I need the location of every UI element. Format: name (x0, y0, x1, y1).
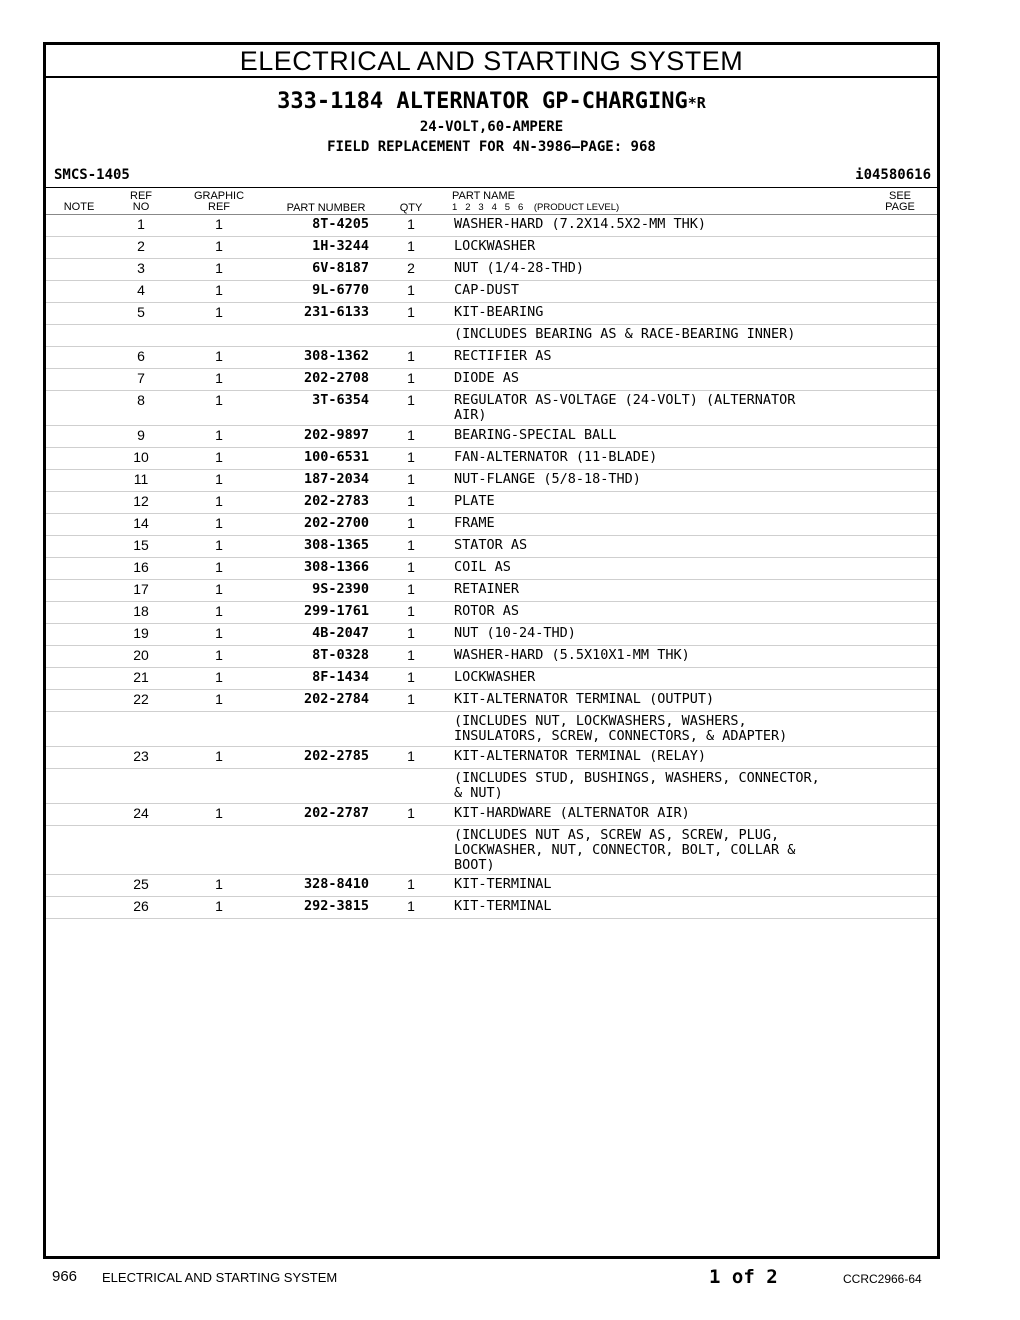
cell-qty: 1 (407, 625, 415, 641)
cell-qty: 1 (407, 748, 415, 764)
col-header-part-name (452, 191, 712, 213)
cell-ref-no: 4 (137, 282, 145, 298)
cell-ref-no: 25 (133, 876, 149, 892)
cell-part-name: FRAME (454, 515, 495, 531)
cell-ref-no: 22 (133, 691, 149, 707)
cell-qty: 1 (407, 493, 415, 509)
cell-qty: 1 (407, 427, 415, 443)
table-row (46, 826, 937, 875)
cell-part-number: 3T-6354 (312, 392, 369, 408)
table-row (46, 259, 937, 281)
cell-ref-no: 21 (133, 669, 149, 685)
cell-graphic-ref: 1 (215, 559, 223, 575)
cell-qty: 1 (407, 238, 415, 254)
cell-part-name: WASHER-HARD (7.2X14.5X2-MM THK) (454, 216, 706, 232)
cell-part-name: (INCLUDES STUD, BUSHINGS, WASHERS, CONNECTOR, & NUT) (454, 770, 820, 801)
cell-part-number: 308-1362 (303, 348, 369, 364)
cell-ref-no: 26 (133, 898, 149, 914)
cell-part-number: 4B-2047 (312, 625, 369, 641)
table-row (46, 875, 937, 897)
cell-part-name: CAP-DUST (454, 282, 520, 298)
cell-qty: 1 (407, 876, 415, 892)
cell-part-name: KIT-ALTERNATOR TERMINAL (RELAY) (454, 748, 706, 764)
col-header-product-levels: 1 2 3 4 5 6 (PRODUCT LEVEL) (452, 202, 620, 213)
cell-graphic-ref: 1 (215, 427, 223, 443)
col-header-ref-bottom: NO (132, 201, 150, 213)
table-row (46, 514, 937, 536)
table-row (46, 492, 937, 514)
cell-ref-no: 6 (137, 348, 145, 364)
cell-part-number: 202-2708 (303, 370, 369, 386)
cell-part-number: 6V-8187 (312, 260, 369, 276)
cell-part-name: (INCLUDES NUT, LOCKWASHERS, WASHERS, INSULATORS, SCREW, CONNECTORS, & ADAPTER) (454, 713, 788, 744)
cell-ref-no: 9 (137, 427, 145, 443)
footer-page-number: 966 (52, 1268, 78, 1285)
cell-ref-no: 18 (133, 603, 149, 619)
col-header-see-top: SEE (888, 190, 911, 202)
cell-part-number: 8T-4205 (312, 216, 369, 232)
table-row (46, 325, 937, 347)
cell-qty: 1 (407, 898, 415, 914)
cell-part-number: 202-2700 (303, 515, 369, 531)
cell-qty: 1 (407, 348, 415, 364)
col-header-see-bottom: PAGE (885, 201, 915, 213)
cell-graphic-ref: 1 (215, 392, 223, 408)
cell-ref-no: 23 (133, 748, 149, 764)
cell-part-number: 292-3815 (303, 898, 369, 914)
group-title-text: 333-1184 ALTERNATOR GP-CHARGING (277, 89, 688, 114)
col-header-part-name-top: PART NAME (452, 190, 515, 202)
cell-ref-no: 24 (133, 805, 149, 821)
cell-qty: 1 (407, 805, 415, 821)
cell-ref-no: 1 (137, 216, 145, 232)
footer-section: ELECTRICAL AND STARTING SYSTEM (102, 1270, 338, 1285)
col-header-part-number: PART NUMBER (286, 202, 366, 214)
page-frame (43, 42, 940, 1259)
cell-part-name: (INCLUDES NUT AS, SCREW AS, SCREW, PLUG, LOCKWASHER, NUT, CONNECTOR, BOLT, COLLAR & BOOT) (454, 827, 796, 873)
col-header-graphic-top: GRAPHIC (193, 190, 245, 202)
cell-graphic-ref: 1 (215, 691, 223, 707)
cell-graphic-ref: 1 (215, 348, 223, 364)
cell-part-name: KIT-TERMINAL (454, 898, 552, 914)
cell-ref-no: 16 (133, 559, 149, 575)
col-header-note: NOTE (63, 201, 95, 213)
cell-qty: 1 (407, 537, 415, 553)
cell-graphic-ref: 1 (215, 238, 223, 254)
cell-part-name: FAN-ALTERNATOR (11-BLADE) (454, 449, 658, 465)
cell-ref-no: 5 (137, 304, 145, 320)
cell-qty: 1 (407, 370, 415, 386)
table-row (46, 536, 937, 558)
cell-graphic-ref: 1 (215, 669, 223, 685)
cell-graphic-ref: 1 (215, 370, 223, 386)
cell-part-name: KIT-TERMINAL (454, 876, 552, 892)
cell-part-number: 202-2785 (303, 748, 369, 764)
cell-qty: 1 (407, 559, 415, 575)
table-row (46, 624, 937, 646)
table-row (46, 804, 937, 826)
cell-part-name: KIT-HARDWARE (ALTERNATOR AIR) (454, 805, 690, 821)
cell-qty: 1 (407, 581, 415, 597)
cell-part-number: 9L-6770 (312, 282, 369, 298)
group-title (46, 89, 937, 114)
cell-graphic-ref: 1 (215, 471, 223, 487)
cell-part-name: LOCKWASHER (454, 238, 536, 254)
cell-part-name: (INCLUDES BEARING AS & RACE-BEARING INNER) (454, 326, 796, 342)
cell-part-number: 8T-0328 (312, 647, 369, 663)
cell-ref-no: 11 (133, 471, 149, 487)
cell-part-name: KIT-ALTERNATOR TERMINAL (OUTPUT) (454, 691, 715, 707)
cell-qty: 2 (407, 260, 415, 276)
cell-qty: 1 (407, 216, 415, 232)
cell-part-number: 202-9897 (303, 427, 369, 443)
cell-graphic-ref: 1 (215, 493, 223, 509)
illustration-ref: i04580616 (855, 167, 931, 183)
cell-graphic-ref: 1 (215, 282, 223, 298)
cell-part-number: 202-2783 (303, 493, 369, 509)
table-row (46, 747, 937, 769)
col-header-graphic-bottom: REF (208, 201, 230, 213)
footer-pagination: 1 of 2 (709, 1266, 778, 1288)
table-row (46, 448, 937, 470)
cell-part-number: 187-2034 (303, 471, 369, 487)
cell-part-number: 308-1366 (303, 559, 369, 575)
table-row (46, 602, 937, 624)
cell-part-number: 231-6133 (303, 304, 369, 320)
cell-part-number: 100-6531 (303, 449, 369, 465)
table-row (46, 470, 937, 492)
cell-part-number: 9S-2390 (312, 581, 369, 597)
cell-ref-no: 14 (133, 515, 149, 531)
cell-graphic-ref: 1 (215, 898, 223, 914)
group-subtitle-replacement: FIELD REPLACEMENT FOR 4N-3986—PAGE: 968 (327, 139, 656, 155)
cell-graphic-ref: 1 (215, 449, 223, 465)
cell-part-number: 308-1365 (303, 537, 369, 553)
col-header-qty: QTY (399, 202, 423, 214)
table-row (46, 347, 937, 369)
table-row (46, 558, 937, 580)
cell-graphic-ref: 1 (215, 748, 223, 764)
cell-part-number: 8F-1434 (312, 669, 369, 685)
cell-part-name: REGULATOR AS-VOLTAGE (24-VOLT) (ALTERNATOR AIR) (454, 392, 796, 423)
table-row (46, 646, 937, 668)
table-row (46, 897, 937, 919)
cell-graphic-ref: 1 (215, 537, 223, 553)
cell-part-name: DIODE AS (454, 370, 520, 386)
header-rule-top (46, 187, 937, 188)
cell-part-name: WASHER-HARD (5.5X10X1-MM THK) (454, 647, 690, 663)
cell-graphic-ref: 1 (215, 603, 223, 619)
cell-part-number: 202-2784 (303, 691, 369, 707)
cell-ref-no: 10 (133, 449, 149, 465)
cell-part-name: RETAINER (454, 581, 520, 597)
section-title: ELECTRICAL AND STARTING SYSTEM (46, 45, 937, 78)
cell-ref-no: 3 (137, 260, 145, 276)
cell-part-name: NUT (10-24-THD) (454, 625, 576, 641)
cell-part-name: BEARING-SPECIAL BALL (454, 427, 617, 443)
cell-ref-no: 8 (137, 392, 145, 408)
cell-graphic-ref: 1 (215, 260, 223, 276)
cell-part-name: NUT-FLANGE (5/8-18-THD) (454, 471, 641, 487)
group-title-suffix: *R (687, 94, 706, 112)
col-header-graphic-ref (186, 191, 252, 213)
cell-qty: 1 (407, 304, 415, 320)
cell-graphic-ref: 1 (215, 647, 223, 663)
cell-part-name: KIT-BEARING (454, 304, 544, 320)
col-header-ref-top: REF (130, 190, 152, 202)
cell-part-name: RECTIFIER AS (454, 348, 552, 364)
table-row (46, 281, 937, 303)
cell-graphic-ref: 1 (215, 515, 223, 531)
table-row (46, 426, 937, 448)
table-row (46, 580, 937, 602)
cell-part-number: 299-1761 (303, 603, 369, 619)
table-row (46, 369, 937, 391)
smcs-code: SMCS-1405 (54, 167, 130, 183)
cell-part-number: 202-2787 (303, 805, 369, 821)
parts-table (46, 215, 937, 919)
cell-part-number: 1H-3244 (312, 238, 369, 254)
cell-qty: 1 (407, 449, 415, 465)
cell-qty: 1 (407, 603, 415, 619)
footer-doc-code: CCRC2966-64 (843, 1272, 922, 1286)
cell-ref-no: 12 (133, 493, 149, 509)
cell-graphic-ref: 1 (215, 625, 223, 641)
cell-ref-no: 20 (133, 647, 149, 663)
cell-ref-no: 2 (137, 238, 145, 254)
table-row (46, 303, 937, 325)
cell-graphic-ref: 1 (215, 805, 223, 821)
col-header-see-page (878, 191, 922, 213)
col-header-ref (126, 191, 156, 213)
cell-part-name: ROTOR AS (454, 603, 520, 619)
cell-graphic-ref: 1 (215, 216, 223, 232)
table-row (46, 690, 937, 712)
cell-part-name: NUT (1/4-28-THD) (454, 260, 585, 276)
table-row (46, 237, 937, 259)
cell-part-name: COIL AS (454, 559, 511, 575)
cell-part-name: STATOR AS (454, 537, 528, 553)
cell-graphic-ref: 1 (215, 304, 223, 320)
cell-qty: 1 (407, 669, 415, 685)
table-row (46, 668, 937, 690)
cell-part-name: PLATE (454, 493, 495, 509)
cell-qty: 1 (407, 392, 415, 408)
cell-qty: 1 (407, 691, 415, 707)
cell-graphic-ref: 1 (215, 876, 223, 892)
cell-ref-no: 19 (133, 625, 149, 641)
cell-part-number: 328-8410 (303, 876, 369, 892)
cell-graphic-ref: 1 (215, 581, 223, 597)
cell-qty: 1 (407, 471, 415, 487)
cell-ref-no: 7 (137, 370, 145, 386)
group-subtitle-voltage: 24-VOLT,60-AMPERE (419, 119, 564, 135)
cell-ref-no: 17 (133, 581, 149, 597)
cell-qty: 1 (407, 282, 415, 298)
table-row (46, 215, 937, 237)
table-row (46, 769, 937, 804)
cell-part-name: LOCKWASHER (454, 669, 536, 685)
table-row (46, 391, 937, 426)
cell-qty: 1 (407, 515, 415, 531)
table-row (46, 712, 937, 747)
cell-ref-no: 15 (133, 537, 149, 553)
cell-qty: 1 (407, 647, 415, 663)
